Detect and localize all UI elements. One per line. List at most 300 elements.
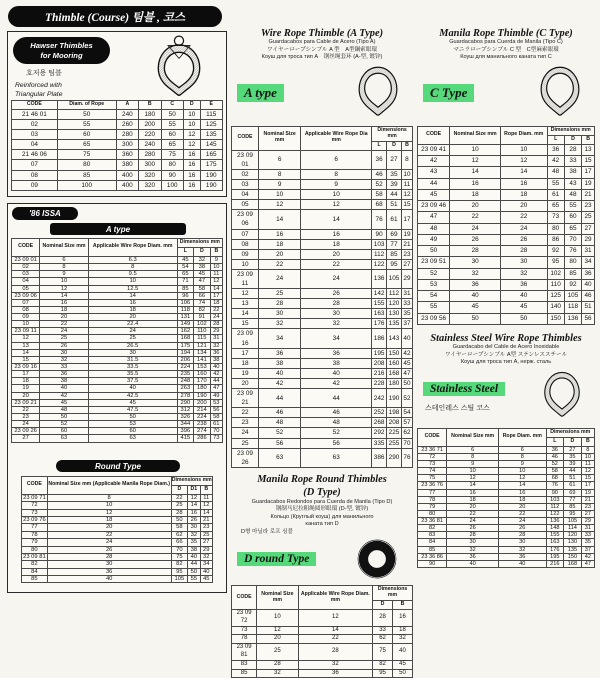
column-header: CODE: [232, 126, 259, 150]
table-cell: 03: [12, 130, 58, 140]
table-cell: 9.5: [88, 271, 177, 278]
table-row: [232, 269, 413, 288]
table-cell: 40: [499, 560, 546, 567]
table-cell: 16: [447, 489, 499, 496]
table-cell: 16: [499, 489, 546, 496]
table-cell: 263: [177, 385, 194, 392]
table-cell: 34: [200, 561, 212, 568]
table-row: [418, 553, 595, 560]
table-cell: 18: [501, 189, 547, 200]
table-row: [12, 130, 223, 140]
table-row: [232, 448, 413, 467]
table-cell: 22: [501, 212, 547, 223]
table-cell: 24: [499, 518, 546, 525]
table-cell: 15: [582, 156, 595, 167]
table-row: [418, 518, 595, 525]
manila-round-subtitle-zh: 钢制马尼拉粗绳圆形眼環 (D-型, 镀锌): [275, 506, 369, 513]
table-cell: 07: [12, 299, 40, 306]
column-header: Nominal Size mm: [40, 239, 89, 257]
table-row: [22, 517, 213, 524]
table-cell: 77: [564, 496, 582, 503]
table-cell: 145: [200, 140, 222, 150]
table-cell: 23: [12, 414, 40, 421]
column-header: Rope Diam. mm: [501, 126, 547, 144]
table-cell: 168: [387, 368, 402, 378]
table-cell: 130: [387, 309, 402, 319]
table-cell: 24: [447, 518, 499, 525]
wire-rope-subtitle-ru: Коуш для троса тип А 钢丝绳套环 (А-型, 镀锌): [261, 54, 383, 61]
table-cell: 14: [232, 309, 259, 319]
hawser-section: [7, 31, 227, 197]
table-cell: 46: [258, 408, 300, 418]
table-cell: 12: [40, 285, 89, 292]
table-cell: 150: [387, 348, 402, 358]
table-cell: 82: [418, 525, 447, 532]
table-cell: 26: [47, 546, 171, 553]
table-cell: 85: [564, 268, 581, 279]
table-row: [12, 364, 223, 371]
table-cell: 112: [372, 249, 387, 259]
table-cell: 110: [547, 279, 564, 290]
table-cell: 190: [200, 180, 222, 190]
table-cell: 46: [546, 453, 564, 460]
stainless-subtitle-ru: Коуш для троса тип А, нерж. сталь: [460, 359, 552, 366]
column-header: Nominal Size mm: [450, 126, 501, 144]
d-round-label-row: [231, 536, 413, 582]
table-cell: 84: [418, 539, 447, 546]
table-cell: 24: [232, 428, 259, 438]
table-cell: 45: [40, 399, 89, 406]
table-cell: 9: [499, 460, 546, 467]
table-cell: 19: [403, 230, 411, 238]
table-row: [22, 568, 213, 575]
column-header: L: [547, 135, 564, 144]
table-cell: 91: [194, 314, 211, 321]
table-row: [232, 669, 413, 678]
table-cell: 29: [582, 234, 595, 245]
table-cell: 175: [177, 342, 194, 349]
table-cell: 24: [47, 539, 171, 546]
hawser-table: [11, 100, 223, 191]
table-cell: 77: [387, 239, 402, 249]
table-cell: 61: [210, 421, 222, 428]
table-cell: 35: [564, 453, 582, 460]
table-cell: 40: [258, 368, 300, 378]
table-cell: 12: [257, 626, 298, 635]
table-cell: 24: [501, 223, 547, 234]
table-row: [232, 348, 413, 358]
table-cell: 65: [57, 140, 116, 150]
table-cell: 20: [88, 314, 177, 321]
table-cell: 40: [501, 291, 547, 302]
table-cell: 22: [12, 406, 40, 413]
table-cell: 105: [564, 518, 582, 525]
table-cell: 12: [447, 475, 499, 482]
table-cell: 76: [564, 246, 581, 257]
table-cell: 24: [258, 269, 300, 288]
table-cell: 36: [298, 669, 373, 678]
table-cell: 73: [232, 626, 257, 635]
table-cell: 31: [210, 335, 222, 342]
table-row: [22, 531, 213, 538]
table-row: [418, 546, 595, 553]
table-cell: 9: [210, 256, 222, 263]
table-cell: 63: [258, 448, 300, 467]
table-cell: 17: [232, 348, 259, 358]
table-cell: 26: [501, 234, 547, 245]
table-cell: 118: [177, 306, 194, 313]
table-cell: 344: [177, 421, 194, 428]
table-row: [22, 561, 213, 568]
table-cell: 36: [547, 144, 564, 155]
table-cell: 48: [564, 189, 581, 200]
table-cell: 24: [301, 269, 372, 288]
table-cell: 153: [194, 364, 211, 371]
table-header-row: [12, 101, 223, 110]
table-cell: 36: [582, 268, 595, 279]
column-header: Applicable Wire Rope Diam. mm: [298, 586, 373, 610]
table-cell: 53: [210, 399, 222, 406]
table-cell: 14: [501, 167, 547, 178]
table-cell: 150: [547, 313, 564, 324]
table-cell: 48: [418, 223, 450, 234]
table-cell: 27: [12, 435, 40, 442]
table-row: [12, 314, 223, 321]
table-cell: 36: [372, 150, 387, 169]
table-cell: 50: [501, 313, 547, 324]
table-cell: 10: [258, 190, 300, 200]
table-cell: 24: [88, 328, 177, 335]
table-row: [12, 292, 223, 299]
table-cell: 85: [57, 170, 116, 180]
table-cell: 23 36 81: [418, 518, 447, 525]
hawser-korean-caption: 호저용 팀블: [26, 70, 62, 77]
table-cell: 23 09 71: [23, 494, 46, 501]
column-header: CODE: [12, 239, 40, 257]
table-cell: 86: [547, 234, 564, 245]
table-cell: 46: [372, 169, 387, 179]
table-cell: 31: [582, 246, 595, 257]
table-cell: 37.5: [88, 378, 177, 385]
table-row: [232, 635, 413, 644]
stainless-subtitle-es: Guardacabo del Cable de Acero Inoxidable: [452, 344, 560, 351]
table-cell: 40: [582, 279, 595, 290]
table-cell: 04: [12, 140, 58, 150]
table-cell: 160: [194, 371, 211, 378]
issa-a-type-table: [11, 238, 223, 443]
table-cell: 252: [372, 408, 387, 418]
table-cell: 22: [232, 408, 259, 418]
manila-round-subtitle-ru: Кольцо (Круглый коуш) для манильного: [270, 513, 374, 520]
table-cell: 36: [501, 279, 547, 290]
table-cell: 25: [258, 289, 300, 299]
table-cell: 27: [387, 150, 402, 169]
table-cell: 224: [194, 414, 211, 421]
table-cell: 22: [258, 259, 300, 269]
table-cell: 30: [40, 349, 89, 356]
table-cell: 92: [564, 279, 581, 290]
table-cell: 31.5: [88, 356, 177, 363]
table-cell: 400: [116, 180, 138, 190]
table-cell: 228: [372, 378, 387, 388]
table-cell: 380: [116, 160, 138, 170]
table-cell: 26: [301, 289, 372, 299]
table-cell: 23 09 81: [23, 553, 46, 560]
table-cell: 17: [581, 482, 594, 489]
table-cell: 23 09 16: [12, 364, 40, 371]
table-cell: 396: [177, 428, 194, 435]
table-cell: 18: [88, 306, 177, 313]
table-cell: 32: [298, 660, 373, 669]
table-cell: 150: [564, 553, 582, 560]
table-cell: 10: [40, 278, 89, 285]
table-cell: 50: [450, 313, 501, 324]
table-cell: 23 09 16: [232, 329, 259, 348]
table-header-row: [12, 239, 223, 248]
table-cell: 42: [40, 392, 89, 399]
table-cell: 46: [301, 408, 372, 418]
table-row: [22, 494, 213, 501]
table-cell: 80: [564, 257, 581, 268]
table-cell: 105: [564, 291, 581, 302]
wire-rope-subtitle-ja: ワイヤーロープシンブル A 型 A型鋼索眼環: [267, 46, 377, 53]
table-row: [232, 389, 413, 408]
table-cell: 45: [177, 256, 194, 263]
table-cell: 10: [210, 264, 222, 271]
table-cell: 12: [183, 140, 200, 150]
table-cell: 103: [372, 239, 387, 249]
d-round-type-table: [231, 585, 413, 678]
table-cell: 33.5: [88, 364, 177, 371]
table-row: [418, 313, 595, 324]
table-row: [232, 249, 413, 259]
stainless-label-group: [423, 379, 505, 413]
manila-round-korean-caption: D형 마닐라 로프 심블: [241, 528, 293, 535]
table-cell: 105: [387, 269, 402, 288]
table-cell: 131: [177, 314, 194, 321]
table-cell: 260: [116, 120, 138, 130]
table-cell: 44: [418, 178, 450, 189]
table-row: [12, 120, 223, 130]
table-cell: 28: [499, 532, 546, 539]
table-cell: 11: [401, 180, 412, 190]
table-cell: 23 09 11: [232, 269, 259, 288]
table-cell: 12: [258, 200, 300, 210]
table-header-row: [418, 428, 595, 437]
table-cell: 40: [188, 553, 200, 560]
table-cell: 40: [47, 576, 171, 583]
column-header: Applicable Wire Rope Dia mm: [301, 126, 372, 150]
table-row: [232, 289, 413, 299]
table-row: [12, 299, 223, 306]
table-cell: 12: [12, 335, 40, 342]
table-cell: 60: [88, 428, 177, 435]
table-cell: 55: [547, 178, 564, 189]
table-cell: 180: [387, 378, 402, 388]
table-cell: 32: [257, 669, 298, 678]
table-cell: 195: [546, 553, 564, 560]
table-cell: 312: [177, 406, 194, 413]
table-cell: 12: [298, 610, 373, 627]
issa-label: '86 ISSA: [12, 207, 78, 220]
table-cell: 44: [301, 389, 372, 408]
table-cell: 33: [581, 532, 594, 539]
table-cell: 6: [301, 150, 372, 169]
table-cell: 44: [564, 468, 582, 475]
table-cell: 14: [258, 210, 300, 229]
table-cell: 45: [88, 399, 177, 406]
table-row: [232, 418, 413, 428]
table-cell: 28: [47, 553, 171, 560]
table-cell: 68: [546, 475, 564, 482]
table-cell: 50: [40, 414, 89, 421]
table-cell: 121: [194, 342, 211, 349]
table-cell: 50: [161, 109, 183, 119]
table-cell: 50: [393, 669, 413, 678]
table-cell: 20: [501, 201, 547, 212]
table-cell: 21 46 06: [12, 150, 58, 160]
table-cell: 15: [581, 475, 594, 482]
table-cell: 326: [177, 414, 194, 421]
table-cell: 21: [200, 517, 212, 524]
table-row: [232, 626, 413, 635]
table-cell: 28: [210, 321, 222, 328]
a-type-thimble-icon: [355, 65, 401, 121]
table-row: [232, 368, 413, 378]
table-cell: 16: [183, 150, 200, 160]
table-row: [418, 453, 595, 460]
table-row: [418, 201, 595, 212]
table-cell: 36: [301, 348, 372, 358]
table-cell: 208: [387, 418, 402, 428]
table-row: [232, 180, 413, 190]
table-cell: 03: [232, 180, 259, 190]
table-cell: 255: [387, 438, 402, 448]
table-row: [232, 329, 413, 348]
column-header: B: [139, 101, 161, 110]
table-cell: 102: [547, 268, 564, 279]
table-cell: 70: [210, 428, 222, 435]
table-cell: 32: [200, 553, 212, 560]
table-cell: 10: [450, 144, 501, 155]
table-cell: 16: [501, 178, 547, 189]
table-cell: 63: [40, 435, 89, 442]
table-cell: 268: [372, 418, 387, 428]
table-cell: 45: [403, 359, 411, 367]
table-cell: 73: [418, 460, 447, 467]
table-cell: 49: [418, 234, 450, 245]
table-cell: 42: [258, 378, 300, 388]
table-cell: 38: [188, 546, 200, 553]
table-cell: 125: [547, 291, 564, 302]
table-cell: 55: [418, 302, 450, 313]
stainless-label-row: [417, 369, 595, 423]
table-cell: 80: [57, 160, 116, 170]
table-cell: 48: [258, 418, 300, 428]
table-cell: 50: [403, 379, 411, 387]
table-cell: 42: [418, 156, 450, 167]
table-row: [418, 268, 595, 279]
table-cell: 54: [418, 291, 450, 302]
table-cell: 8: [301, 169, 372, 179]
table-cell: 14: [12, 349, 40, 356]
stainless-steel-label: Stainless Steel: [423, 382, 505, 396]
table-cell: 224: [177, 364, 194, 371]
table-row: [12, 271, 223, 278]
table-cell: 29: [200, 546, 212, 553]
table-cell: 85: [418, 546, 447, 553]
table-cell: 75: [161, 150, 183, 160]
table-cell: 136: [546, 518, 564, 525]
table-row: [12, 392, 223, 399]
table-cell: 26: [40, 342, 89, 349]
column-header: Dimensions mm: [372, 126, 413, 141]
table-cell: 186: [372, 329, 387, 348]
table-cell: 33: [564, 156, 581, 167]
table-cell: 32: [501, 268, 547, 279]
table-cell: 23 09 72: [232, 610, 257, 627]
issa-section: [7, 203, 227, 593]
table-cell: 73: [210, 435, 222, 442]
manila-round-subtitle-ru2: каната тип D: [305, 521, 339, 528]
table-cell: 300: [139, 160, 161, 170]
hawser-thimble-icon: [148, 34, 210, 98]
table-cell: 50: [418, 246, 450, 257]
table-row: [418, 178, 595, 189]
table-cell: 12: [581, 468, 594, 475]
table-row: [418, 234, 595, 245]
column-header: Dimensions mm: [547, 126, 595, 135]
table-cell: 106: [177, 299, 194, 306]
table-cell: 194: [177, 349, 194, 356]
table-cell: 45: [501, 302, 547, 313]
table-row: [418, 246, 595, 257]
table-cell: 08: [12, 170, 58, 180]
table-cell: 18: [12, 378, 40, 385]
table-cell: 20: [258, 249, 300, 259]
table-cell: 33: [40, 364, 89, 371]
table-row: [12, 306, 223, 313]
table-cell: 53: [88, 421, 177, 428]
table-cell: 60: [40, 428, 89, 435]
table-header-row: [22, 477, 213, 486]
table-cell: 6: [40, 256, 89, 263]
table-row: [22, 576, 213, 583]
table-cell: 32: [499, 546, 546, 553]
table-cell: 65: [564, 223, 581, 234]
table-cell: 55: [57, 120, 116, 130]
table-row: [418, 144, 595, 155]
manila-c-subtitle-ja: マニラロープシンブル C 型 C型麻索眼環: [453, 46, 559, 53]
table-cell: 30: [47, 561, 171, 568]
table-cell: 28: [301, 299, 372, 309]
table-cell: 45: [450, 302, 501, 313]
table-cell: 32: [40, 356, 89, 363]
table-cell: 17: [582, 167, 595, 178]
table-cell: 12.5: [88, 285, 177, 292]
table-cell: 18: [301, 239, 372, 249]
table-cell: 12: [450, 156, 501, 167]
table-cell: 12: [183, 130, 200, 140]
table-cell: 44: [188, 561, 200, 568]
table-cell: 48: [547, 167, 564, 178]
table-row: [418, 460, 595, 467]
table-row: [12, 264, 223, 271]
table-cell: 17: [401, 210, 412, 229]
table-cell: 18: [258, 239, 300, 249]
table-cell: 28: [373, 610, 393, 627]
table-cell: 96: [177, 292, 194, 299]
